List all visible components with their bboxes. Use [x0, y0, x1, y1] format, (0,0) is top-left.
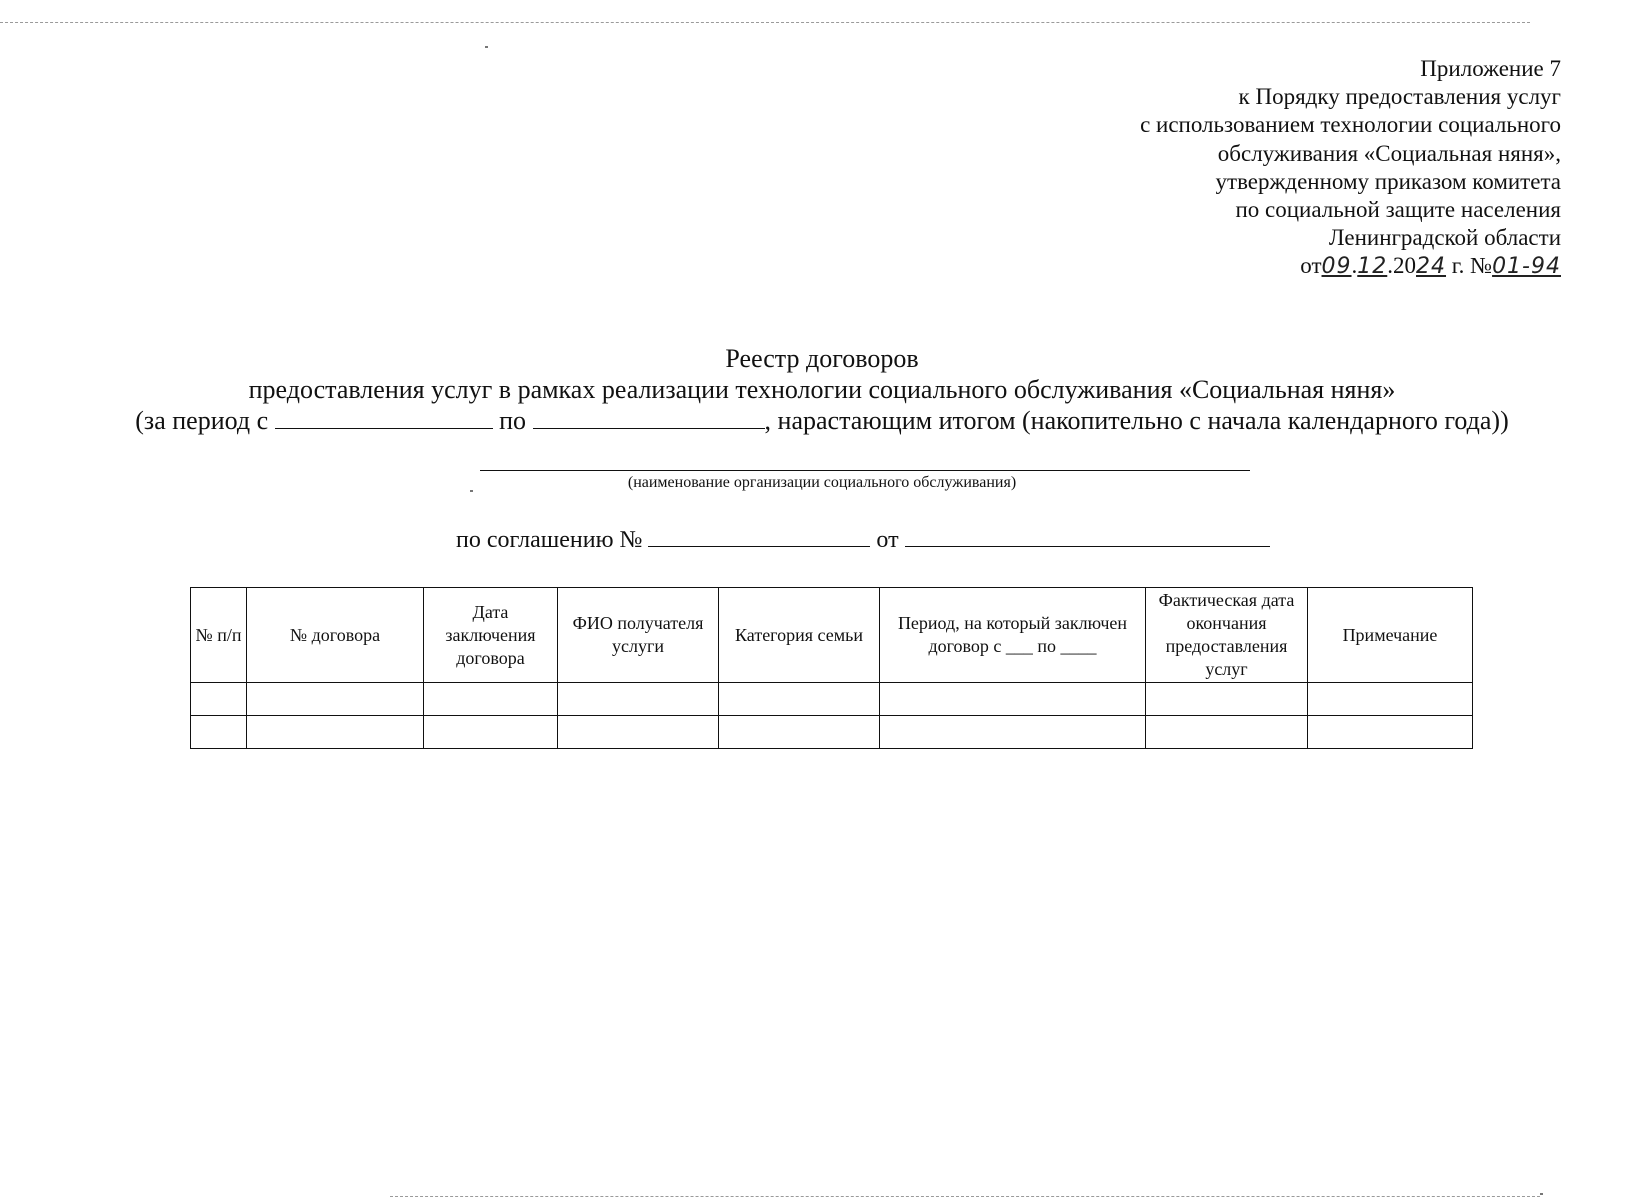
scan-speck [1540, 1193, 1543, 1195]
agreement-line [456, 526, 1270, 554]
column-header-family-category: Категория семьи [719, 588, 880, 683]
period-suffix: , нарастающим итогом (накопительно с начала календарного года)) [764, 406, 1509, 435]
agreement-prefix: по соглашению № [456, 527, 643, 553]
scan-artifact-top [0, 22, 1530, 23]
table-cell[interactable] [719, 683, 880, 716]
agreement-middle: от [876, 527, 899, 553]
table-cell[interactable] [424, 716, 558, 749]
document-title: Реестр договоров [725, 344, 919, 373]
organization-blank[interactable] [480, 470, 1250, 471]
period-from-blank[interactable] [275, 408, 493, 429]
date-year-handwritten: 24 [1416, 254, 1447, 280]
scan-artifact-bottom [390, 1196, 1540, 1197]
registry-table [190, 587, 1473, 749]
table-row [191, 683, 1473, 716]
column-header-number: № п/п [191, 588, 247, 683]
number-prefix: г. № [1446, 253, 1493, 279]
table-header-row [191, 588, 1473, 683]
table-cell[interactable] [191, 716, 247, 749]
appendix-line: утвержденному приказом комитета [1215, 168, 1561, 194]
column-header-note: Примечание [1308, 588, 1473, 683]
date-month-handwritten: 12 [1357, 254, 1388, 280]
column-header-recipient-name: ФИО получателя услуги [558, 588, 719, 683]
column-header-contract-period: Период, на который заключен договор с ___ по ____ [880, 588, 1146, 683]
appendix-title: Приложение 7 [1420, 56, 1561, 81]
doc-number-handwritten: 01-94 [1492, 254, 1561, 280]
agreement-number-blank[interactable] [648, 526, 870, 547]
appendix-line: с использованием технологии социального [1140, 112, 1561, 138]
document-subtitle: предоставления услуг в рамках реализации технологии социального обслуживания «Социальная няня» [248, 375, 1396, 404]
date-separator: . [1351, 253, 1358, 279]
period-line [0, 405, 1644, 436]
table-cell[interactable] [191, 683, 247, 716]
table-cell[interactable] [247, 716, 424, 749]
table-cell[interactable] [1308, 716, 1473, 749]
scan-speck [485, 46, 488, 48]
period-to-blank[interactable] [533, 408, 765, 429]
appendix-header [1140, 55, 1561, 282]
table-cell[interactable] [558, 716, 719, 749]
appendix-line: по социальной защите населения [1235, 197, 1561, 223]
organization-caption: (наименование организации социального обслуживания) [627, 474, 1017, 491]
appendix-line: к Порядку предоставления услуг [1238, 84, 1561, 110]
date-year-prefix: .20 [1387, 253, 1417, 279]
table-cell[interactable] [1146, 683, 1308, 716]
column-header-contract-date: Дата заключения договора [424, 588, 558, 683]
title-block [0, 343, 1644, 436]
table-cell[interactable] [880, 716, 1146, 749]
table-cell[interactable] [1146, 716, 1308, 749]
appendix-date-line [1140, 252, 1561, 281]
period-prefix: (за период с [135, 406, 269, 435]
appendix-line: обслуживания «Социальная няня», [1217, 140, 1561, 166]
table-cell[interactable] [719, 716, 880, 749]
table-cell[interactable] [1308, 683, 1473, 716]
table-row [191, 716, 1473, 749]
table-cell[interactable] [558, 683, 719, 716]
date-day-handwritten: 09 [1321, 254, 1352, 280]
agreement-date-blank[interactable] [905, 526, 1270, 547]
table-cell[interactable] [247, 683, 424, 716]
table-cell[interactable] [880, 683, 1146, 716]
column-header-actual-end-date: Фактическая дата окончания предоставления услуг [1146, 588, 1308, 683]
column-header-contract-number: № договора [247, 588, 424, 683]
appendix-line: Ленинградской области [1328, 225, 1561, 251]
table-cell[interactable] [424, 683, 558, 716]
period-middle: по [499, 406, 527, 435]
date-prefix: от [1300, 253, 1322, 279]
